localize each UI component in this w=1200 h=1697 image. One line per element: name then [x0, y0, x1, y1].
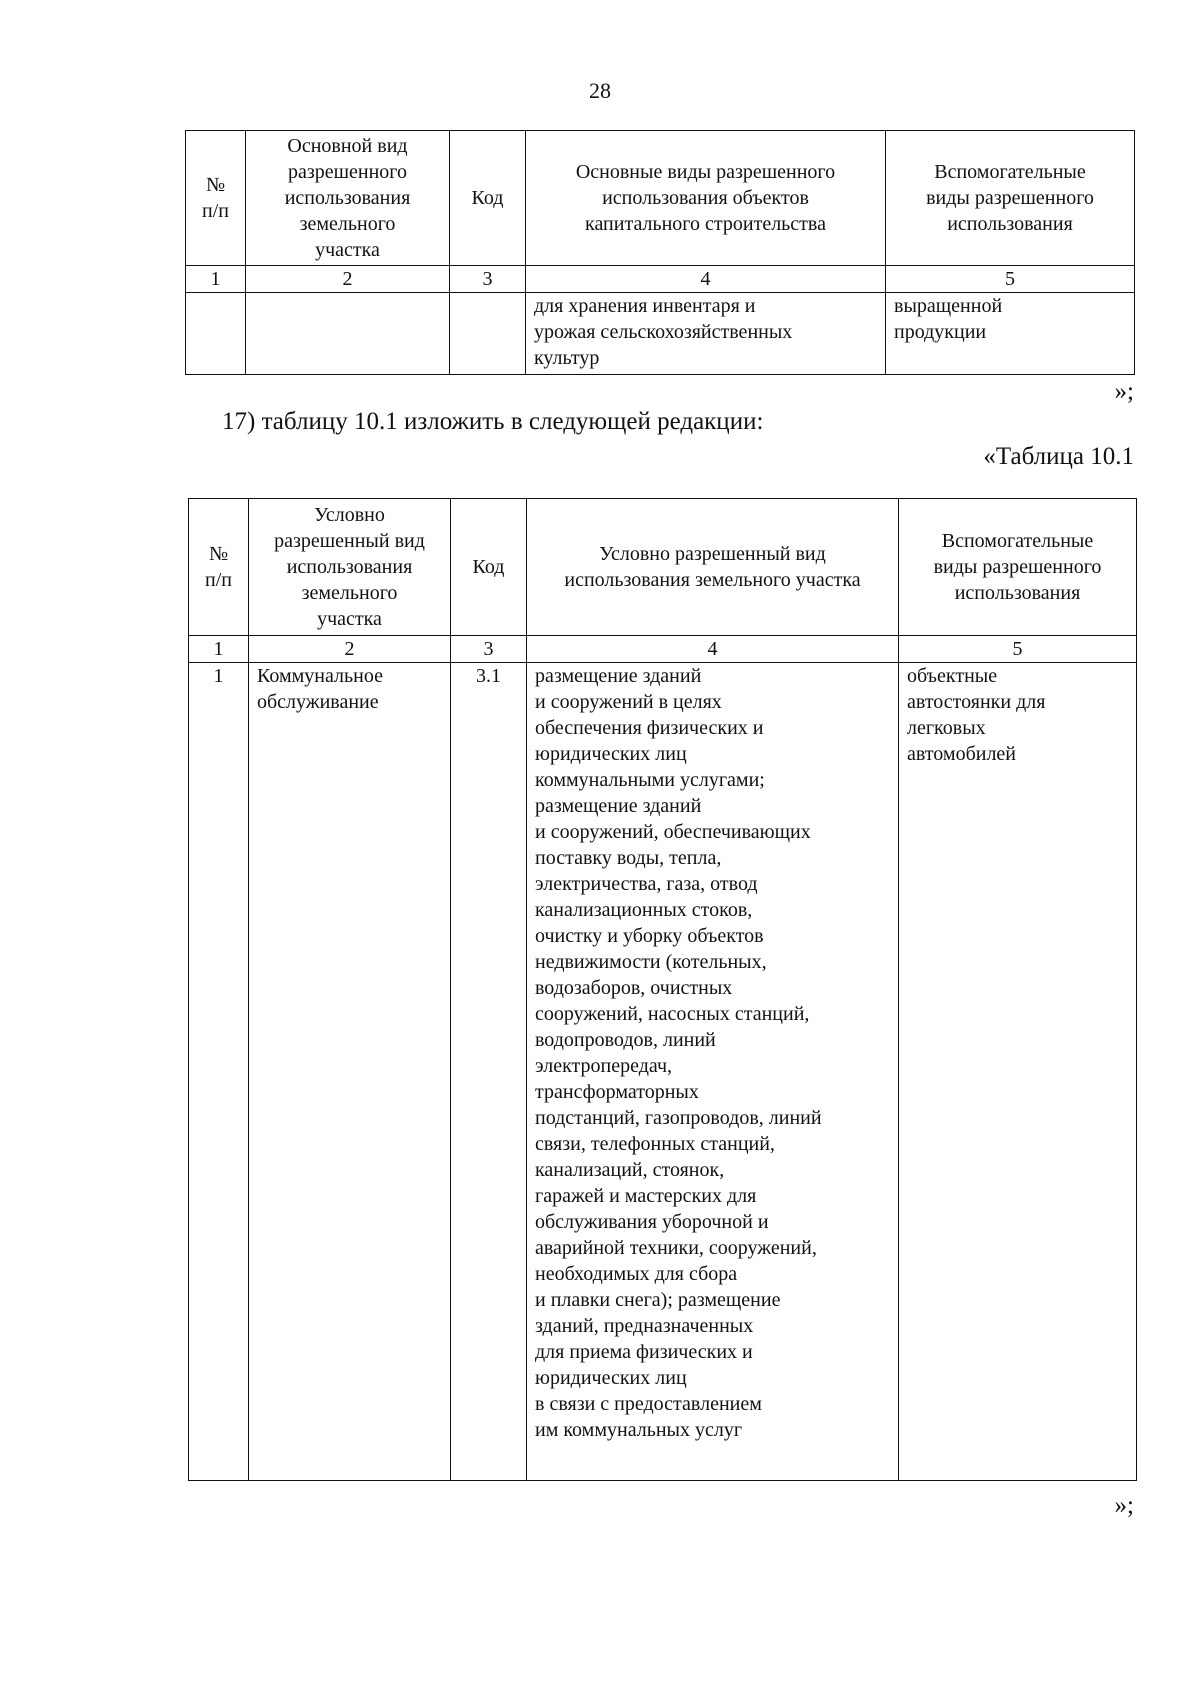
col-number-3: 3: [450, 266, 526, 293]
header-number: № п/п: [186, 131, 246, 266]
row-land-use: Коммунальное обслуживание: [249, 663, 451, 1481]
col-number-4: 4: [527, 636, 899, 663]
header-main-uses: Основные виды разрешенного использования объектов капитального строительства: [526, 131, 886, 266]
header-land-use: Условно разрешенный вид использования земельного участка: [249, 499, 451, 636]
row-aux-use: выращенной продукции: [886, 293, 1135, 375]
row-number: [186, 293, 246, 375]
row-number: 1: [189, 663, 249, 1481]
closing-quote: »;: [1114, 378, 1134, 405]
row-code: 3.1: [451, 663, 527, 1481]
header-code: Код: [450, 131, 526, 266]
closing-quote-end: »;: [1114, 1492, 1134, 1519]
row-land-use: [246, 293, 450, 375]
header-code: Код: [451, 499, 527, 636]
row-code: [450, 293, 526, 375]
table-row: [186, 293, 1135, 375]
col-number-5: 5: [886, 266, 1135, 293]
col-number-2: 2: [249, 636, 451, 663]
table-row: [189, 663, 1137, 1481]
col-number-1: 1: [189, 636, 249, 663]
col-number-5: 5: [899, 636, 1137, 663]
row-description: размещение зданий и сооружений в целях обеспечения физических и юридических лиц коммунальными услугами; размещение зданий и сооружений, обеспечивающих поставку воды, тепла, электричества, газа, отвод канализационных стоков, очистку и уборку объектов недвижимости (котельных, водозаборов, очистных сооружений, насосных станций, водопроводов, линий электропередач, трансформаторных подстанций, газопроводов, линий связи, телефонных станций, канализаций, стоянок, гаражей и мастерских для обслуживания уборочной и аварийной техники, сооружений, необходимых для сбора и плавки снега); размещение зданий, предназначенных для приема физических и юридических лиц в связи с предоставлением им коммунальных услуг: [527, 663, 899, 1481]
col-number-3: 3: [451, 636, 527, 663]
table-caption: «Таблица 10.1: [983, 443, 1134, 470]
table-conditional-uses: [188, 498, 1137, 1481]
row-main-use: для хранения инвентаря и урожая сельскохозяйственных культур: [526, 293, 886, 375]
row-aux-use: объектные автостоянки для легковых автомобилей: [899, 663, 1137, 1481]
amendment-paragraph: 17) таблицу 10.1 изложить в следующей редакции:: [222, 408, 764, 435]
col-number-2: 2: [246, 266, 450, 293]
header-conditional-use: Условно разрешенный вид использования земельного участка: [527, 499, 899, 636]
header-number: № п/п: [189, 499, 249, 636]
header-land-use: Основной вид разрешенного использования земельного участка: [246, 131, 450, 266]
page-number: 28: [589, 78, 611, 103]
header-aux-uses: Вспомогательные виды разрешенного использования: [886, 131, 1135, 266]
header-aux-uses: Вспомогательные виды разрешенного использования: [899, 499, 1137, 636]
col-number-4: 4: [526, 266, 886, 293]
col-number-1: 1: [186, 266, 246, 293]
table-main-uses: [185, 130, 1135, 375]
